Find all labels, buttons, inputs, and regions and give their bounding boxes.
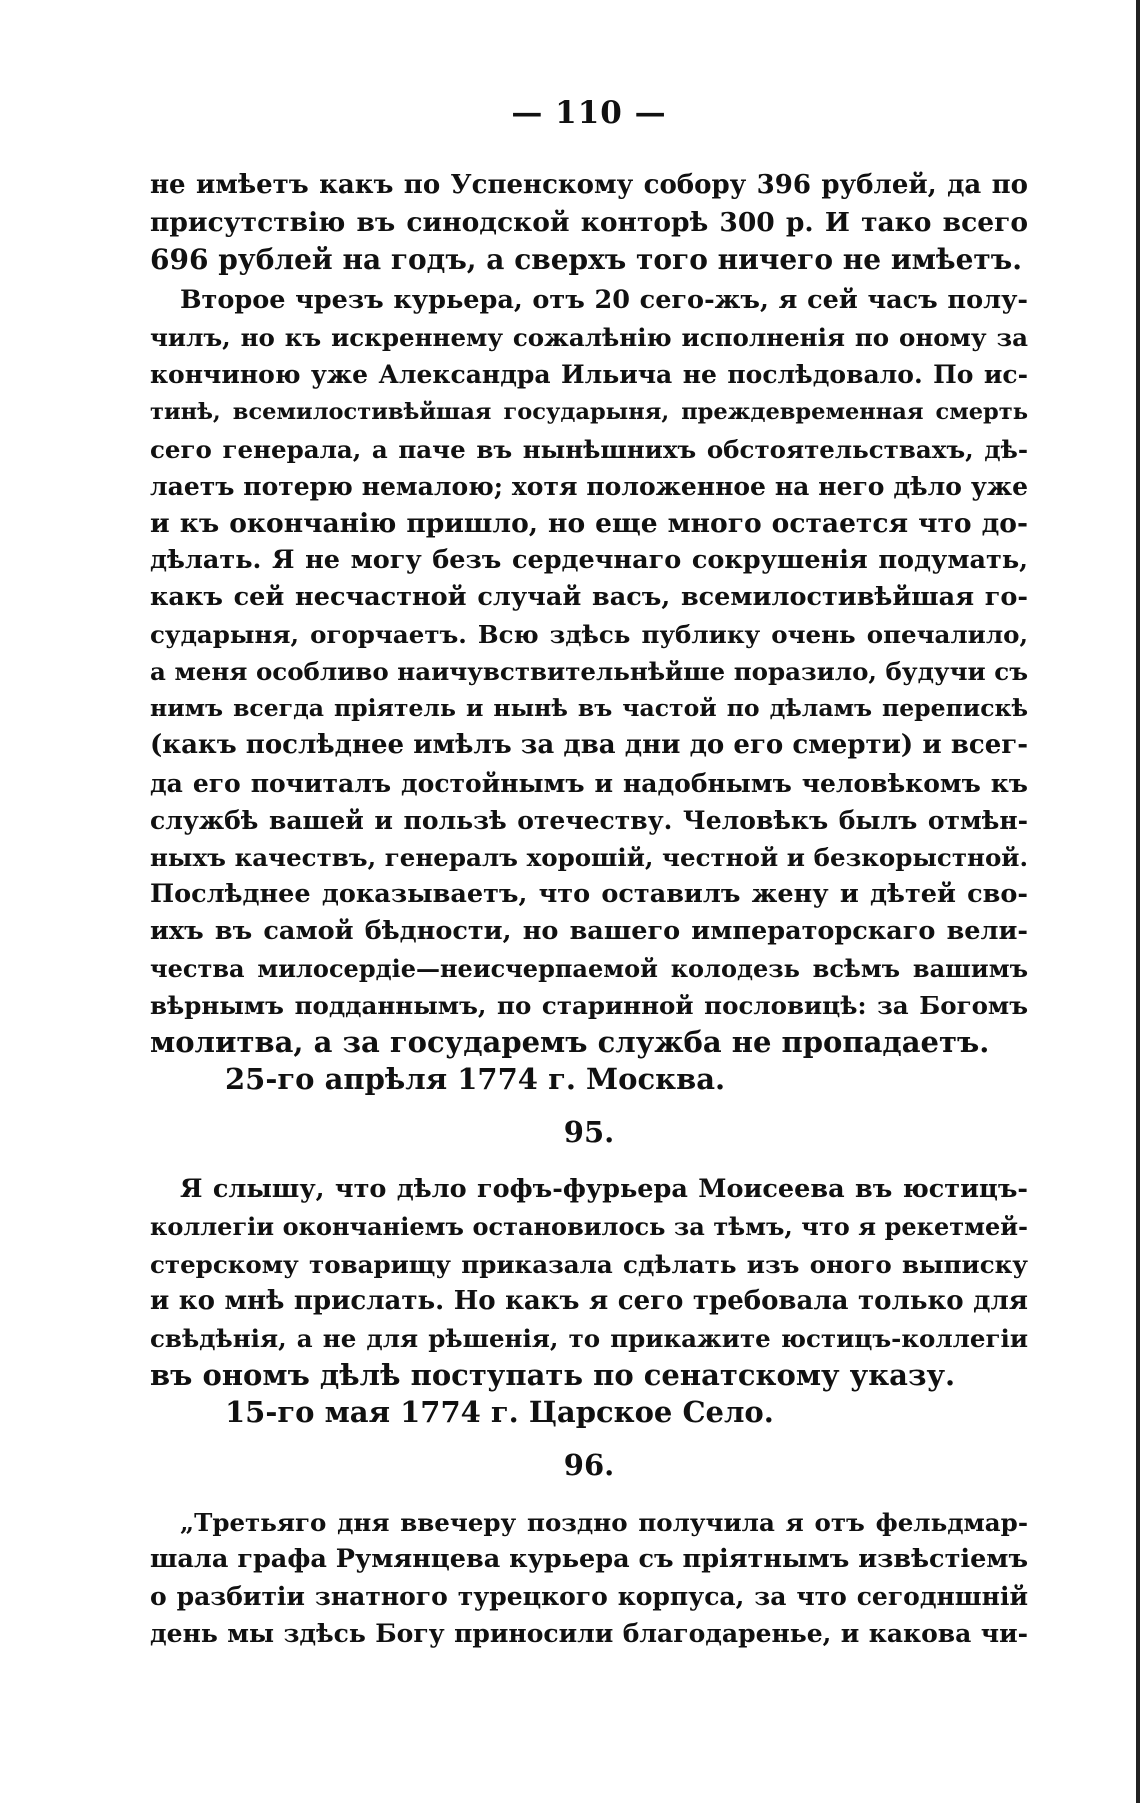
text-line: о разбитіи знатного турецкого корпуса, за что сегодншній [150, 1582, 1028, 1612]
text-line: и къ окончанію пришло, но еще много остается что до- [150, 507, 1028, 539]
text-line: Послѣднее доказываетъ, что оставилъ жену и дѣтей сво- [150, 878, 1028, 909]
text-line: дѣлать. Я не могу безъ сердечнаго сокрушенія подумать, [150, 544, 1028, 575]
letter-96-number: 96. [563, 1448, 615, 1482]
text-line: и ко мнѣ прислать. Но какъ я сего требовала только для [150, 1285, 1028, 1316]
text-line: тинѣ, всемилостивѣйшая государыня, преждевременная смерть [150, 398, 1028, 425]
page-edge-bar [1136, 0, 1140, 1803]
text-line: Я слышу, что дѣло гофъ-фурьера Моисеева въ юстицъ- [180, 1174, 1028, 1205]
text-line: чилъ, но къ искреннему сожалѣнію исполненія по оному за [150, 323, 1028, 353]
letter-95-date: 15-го мая 1774 г. Царское Село. [225, 1394, 774, 1429]
letter-94-date: 25-го апрѣля 1774 г. Москва. [225, 1062, 726, 1097]
text-line: шала графа Румянцева курьера съ пріятнымъ извѣстіемъ [150, 1544, 1028, 1575]
text-line: свѣдѣнія, а не для рѣшенія, то прикажите юстицъ-коллегіи [150, 1323, 1028, 1353]
text-line: присутствію въ синодской конторѣ 300 р. И тако всего [150, 207, 1028, 239]
text-line: стерскому товарищу приказала сдѣлать изъ оного выписку [150, 1249, 1028, 1279]
text-line: вѣрнымъ подданнымъ, по старинной пословицѣ: за Богомъ [150, 991, 1028, 1021]
text-line: ныхъ качествъ, генералъ хорошій, честной и безкорыстной. [150, 842, 1028, 872]
text-line: коллегіи окончаніемъ остановилось за тѣмъ, что я рекетмей- [150, 1212, 1028, 1242]
text-line: сударыня, огорчаетъ. Всю здѣсь публику очень опечалило, [150, 620, 1028, 650]
text-line: въ ономъ дѣлѣ поступать по сенатскому указу. [150, 1357, 956, 1392]
letter-94-para-2 [150, 282, 1028, 1098]
text-line: кончиною уже Александра Ильича не послѣдовало. По ис- [150, 360, 1028, 390]
book-page [150, 95, 1028, 1652]
text-line: какъ сей несчастной случай васъ, всемилостивѣйшая го- [150, 582, 1028, 613]
text-line: чества милосердіе—неисчерпаемой колодезь всѣмъ вашимъ [150, 953, 1028, 983]
text-line: да его почиталъ достойнымъ и надобнымъ человѣкомъ къ [150, 768, 1028, 798]
text-line: ихъ въ самой бѣдности, но вашего императорскаго вели- [150, 915, 1028, 946]
text-line: день мы здѣсь Богу приносили благодаренье, и какова чи- [150, 1619, 1028, 1649]
page-number: — 110 — [511, 95, 667, 131]
text-line: службѣ вашей и пользѣ отечеству. Человѣкъ былъ отмѣн- [150, 805, 1028, 835]
text-line: Второе чрезъ курьера, отъ 20 сего-жъ, я сей часъ полу- [180, 285, 1028, 316]
letter-95-body [150, 1171, 1028, 1431]
text-line: не имѣетъ какъ по Успенскому собору 396 рублей, да по [150, 170, 1028, 200]
text-line: нимъ всегда пріятель и нынѣ въ частой по дѣламъ перепискѣ [150, 694, 1028, 723]
text-line: „Третьяго дня ввечеру поздно получила я отъ фельдмар- [180, 1508, 1028, 1537]
text-line: (какъ послѣднее имѣлъ за два дни до его смерти) и всег- [150, 730, 1028, 761]
letter-96-body [150, 1504, 1028, 1652]
letter-94-para-1 [150, 167, 1028, 278]
text-line: 696 рублей на годъ, а сверхъ того ничего не имѣетъ. [150, 243, 1022, 277]
text-line: молитва, а за государемъ служба не пропадаетъ. [150, 1025, 990, 1060]
text-line: а меня особливо наичувствительнѣйше поразило, будучи съ [150, 657, 1028, 687]
letter-95-number: 95. [563, 1115, 615, 1150]
text-line: лаетъ потерю немалою; хотя положенное на него дѣло уже [150, 471, 1028, 501]
text-line: сего генерала, а паче въ нынѣшнихъ обстоятельствахъ, дѣ- [150, 434, 1028, 464]
